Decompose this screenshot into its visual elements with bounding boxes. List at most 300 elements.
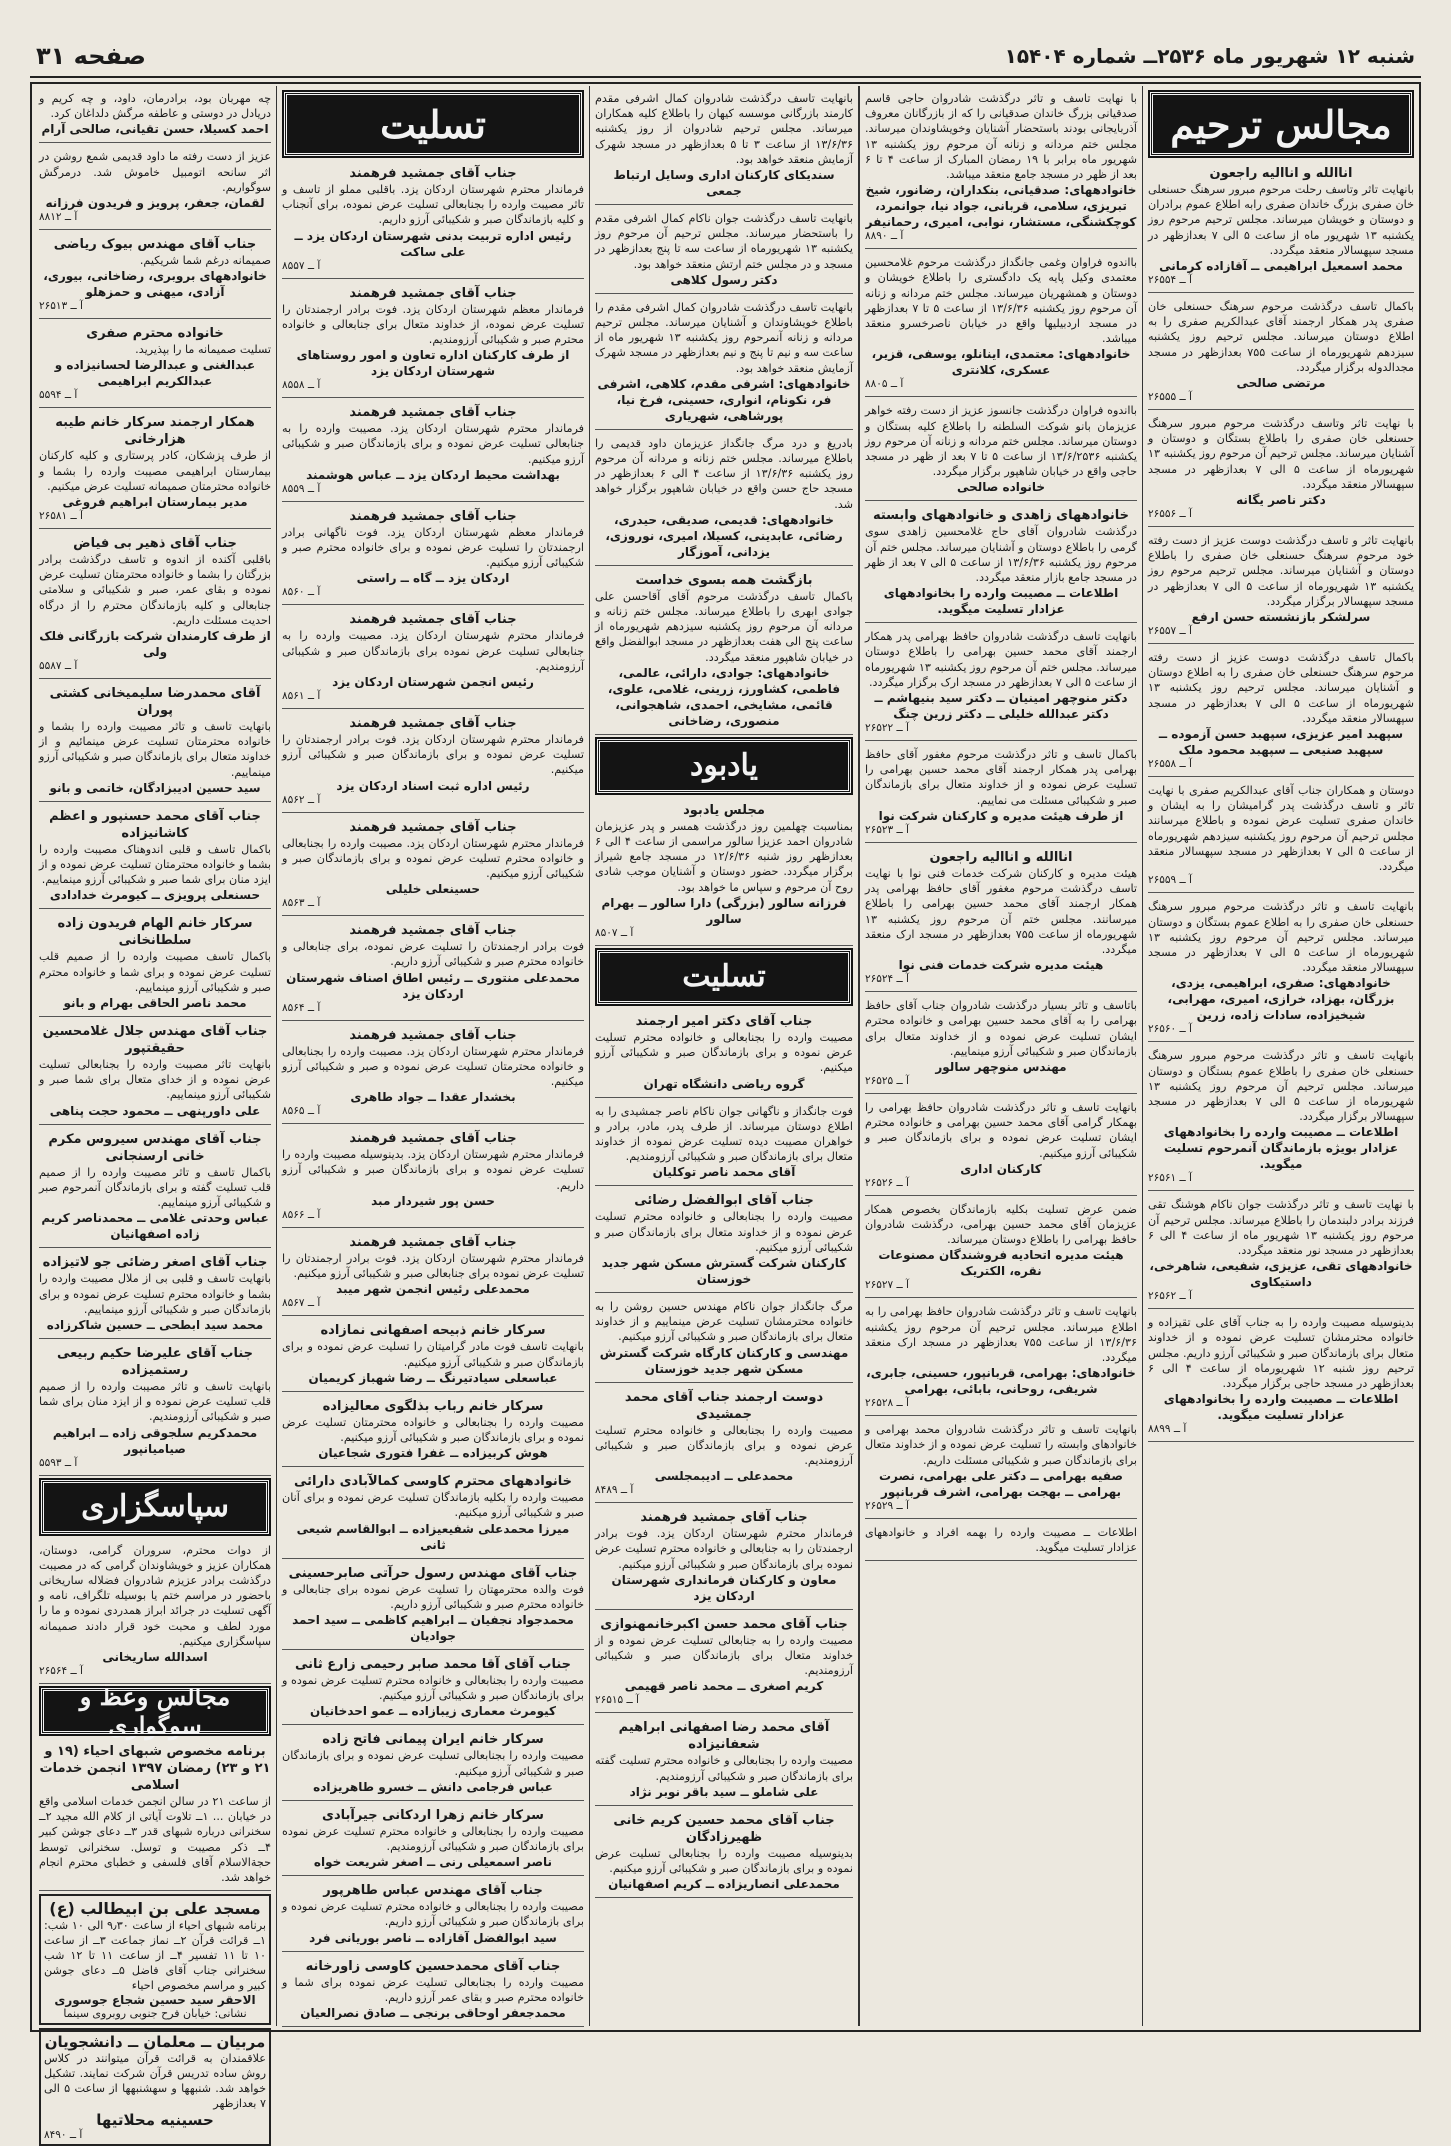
notice <box>865 1097 1137 1196</box>
notice-sign: خانواده صالحی <box>956 480 1046 495</box>
notice-body: فرماندار محترم شهرستان اردکان یزد. مصیبت وارده را به جنابعالی تسلیت عرض نموده برای بازماندگان صبر و شکیبائی آرزومندیم. <box>282 629 584 673</box>
notice-sign: صفیه بهرامی ــ دکتر علی بهرامی، نصرت بهرامی ــ بهجت بهرامی، اشرف قربانپور <box>879 1468 1123 1499</box>
vaaz-notice <box>39 1740 271 1891</box>
notice <box>39 532 271 679</box>
notice-body: بانهایت تاسف و تاثر درگذشت شادروان محمد بهرامی و خانوادهای وابسته را تسلیت عرض نموده و از خداوند متعال برای بازماندگان صبر و شکیبائی مسئلت داریم. <box>865 1423 1137 1467</box>
notice-sign: سید ابوالفضل آقازاده ــ ناصر بوریانی فرد <box>309 1930 557 1945</box>
notice-code: آ ــ ۲۶۵۶۲ <box>1148 1290 1192 1303</box>
notice-body: مصیبت وارده را بجنابعالی تسلیت عرض نموده و برای بازماندگان صبر و شکیبائی آرزو میکنیم. <box>282 1749 584 1778</box>
notice <box>282 712 584 813</box>
teachers-sign: حسینیه محلاتیها <box>96 2111 214 2130</box>
notice-body: بانهایت تاسف درگذشت شادروان کمال اشرفی مقدم کارمند بازرگانی موسسه کیهان را باطلاع کلیه همکاران میرساند. مجلس ترحیم شادروان از روز یکشنبه ۱۳/۶/۳۶ از ساعت ۳ تا ۵ بعدازظهر در مسجد شهرک آزمایش منعقد خواهد بود. <box>595 92 853 166</box>
notice-title: جناب آقای جمشید فرهمند <box>349 285 517 301</box>
teachers-box <box>39 2028 271 2146</box>
notice-sign: خانوادههای بروبری، رضاخانی، بیوری، آزادی، میهنی و حمزهلو <box>43 269 267 300</box>
notice-title: جناب آقای آقا محمد صابر رحیمی زارع ثانی <box>294 1656 572 1672</box>
notice-sign: احمد کسیلا، حسن تقیانی، صالحی آرام <box>41 122 269 137</box>
notice-body: بانهایت تاسف و قلبی بی از ملال مصیبت وارده را بشما و خانواده محترم تسلیت عرض نموده و برای بازماندگان صبر و شکیبائی آرزو مینماییم. <box>39 1272 271 1316</box>
notice <box>865 1199 1137 1299</box>
notice-title: سرکار خانم الهام فریدون زاده سلطانخانی <box>57 916 253 949</box>
notice <box>1148 1312 1414 1442</box>
notice-sign: محمد اسمعیل ابراهیمی ــ آقازاده کرمانی <box>1159 259 1403 274</box>
notice-sign: معاون و کارکنان فرمانداری شهرستان اردکان یزد <box>611 1572 837 1603</box>
notice-title: جناب آقای ابوالفضل رضائی <box>634 1193 814 1209</box>
banner-taslit: تسلیت <box>284 92 582 156</box>
notice <box>282 608 584 709</box>
banner-taslit-col3: تسلیت <box>597 950 851 1004</box>
notice <box>39 322 271 408</box>
notice-sign: مرتضی صالحی <box>1236 376 1326 391</box>
notice-sign: هیئت مدیره شرکت خدمات فنی نوا <box>898 958 1104 973</box>
notice-body: تسلیت صمیمانه ما را بپذیرید. <box>135 343 271 357</box>
yadbud-title: مجلس یادبود <box>683 802 765 818</box>
notice-title: دوست ارجمند جناب آقای محمد جمشیدی <box>624 1389 824 1422</box>
notice-title: جناب آقای اصغر رضائی جو لاتیزاده <box>42 1255 268 1271</box>
notice-body: مصیبت وارده را بجنابعالی و خانواده محترم تسلیت عرض نموده و برای بازماندگان صبر و شکیبائی آرزو میکنیم. <box>282 1673 584 1703</box>
notice-body: فوت والده محترمهتان را تسلیت عرض نموده برای جنابعالی و خانواده محترم صبر و شکیبائی آرزو داریم. <box>282 1582 584 1611</box>
notice-code: آ ــ ۸۵۵۹ <box>282 482 321 495</box>
column-2 <box>859 86 1143 2026</box>
notice-title: اناالله و اناالیه راجعون <box>929 849 1073 865</box>
banner-yadbud: یادبود <box>597 739 851 793</box>
notice-body: با نهایت تاثر وتاسف درگذشت مرحوم مبرور سرهنگ حسنعلی خان صفری را باطلاع بستگان و دوستان و آشنایان میرساند. مجلس ترحیم آن مرحوم روز یکشنبه ۱۳ شهریورماه از ساعت ۵ الی ۷ بعدازظهر در مسجد سپهسالار منعقد میگردد. <box>1148 417 1414 491</box>
notice-code: آ ــ ۲۶۵۶۰ <box>1148 1023 1192 1036</box>
notice <box>282 1879 584 1951</box>
notice <box>595 208 853 294</box>
notice <box>595 1613 853 1714</box>
notice-sign: هوش کربیزاده ــ غفرا فتوری شجاعیان <box>318 1446 548 1461</box>
notice-body: فرماندار محترم شهرستان اردکان یزد. مصیبت وارده را بجنابعالی و خانواده محترم تسلیت عرض نموده و برای بازماندگان صبر و شکیبائی آرزو میکنیم. <box>282 836 584 881</box>
notices-col3b <box>595 1010 853 1898</box>
notice-sign: خانوادههای: قدیمی، صدیقی، حیدری، رضائی، عابدینی، کسیلا، امیری، نوروزی، یزدانی، آموزگار <box>605 512 843 559</box>
notice <box>865 504 1137 623</box>
notice-sign: خانوادههای: اشرفی مقدم، کلاهی، اشرفی فر، نکونام، انواری، حسینی، فرخ نیا، پورشاهی، شهریاری <box>597 376 851 423</box>
notice-title: سرکار خانم ایران پیمانی فاتح زاده <box>322 1732 544 1748</box>
notices-col2 <box>865 88 1137 1561</box>
notice-body: صمیمانه درغم شما شریکیم. <box>139 254 271 268</box>
notice-body: فوت جانگداز و ناگهانی جوان ناکام ناصر جمشیدی را به اطلاع دوستان میرساند. از طرف پدر، مادر، برادر و خواهران مصیبت دیده تسلیت عرض نموده از خداوند متعال برای بازماندگان صبر و شکیبائی آرزومندیم. <box>595 1104 853 1164</box>
notice-code: آ ــ ۸۵۶۲ <box>282 793 321 806</box>
notice-body: عزیز از دست رفته ما داود قدیمی شمع روشن در اثر سانحه اتومبیل خاموش شد. درمرگش سوگواریم. <box>39 150 271 194</box>
notice-body: بااندوه فراوان درگذشت جانسوز عزیز از دست رفته خواهر عزیزمان بانو شوکت السلطنه را باطلاع کلیه بستگان و دوستان میرساند. مجلس ختم مردانه و زنانه آن مرحوم روز یکشنبه ۱۳/۶/۲۵۳۶ از ساعت ۵ تا ۷ بعد از ظهر در مسجد حاجی واقع در خیابان شاهپور برگزار میگردد. <box>865 404 1137 479</box>
thanks-body: از دوات محترم، سروران گرامی، دوستان، همکاران عزیز و خویشاوندان گرامی که در مصیبت درگذشت برادر عزیزم شادروان فضلاله ساریخانی باحضور در مراسم ختم یا بوسیله تلگراف، نامه و آگهی تسلیت در جرائد ابراز همدردی نموده و ما را مورد لطف و محبت خود قرار دادند صمیمانه سپاسگزاری میکنیم. <box>39 1543 271 1648</box>
notice <box>1148 896 1414 1042</box>
notice-body: بدینوسیله مصیبت وارده را به جناب آقای علی تقیزاده و خانواده محترمشان تسلیت عرض نموده و از خداوند متعال برای بازماندگان صبر و شکیبائی آرزو داریم. مجلس ترحیم روز شنبه ۱۲ شهریورماه از ساعت ۴ الی ۶ بعدازظهر در مسجد حاجی برگزار میگردد. <box>1148 1316 1414 1390</box>
mosque-title: مسجد علی بن ابیطالب (ع) <box>49 1899 261 1919</box>
notice-body: بانهایت تاسف و تاثر درگذشت شادروان حافظ بهرامی را بهمکار گرامی آقای محمد حسین بهرامی و خانواده محترم ایشان تسلیت عرض نموده و برای بازماندگان صبر و شکیبائی آرزو میکنیم. <box>865 1100 1137 1160</box>
notice-code: آ ــ ۲۶۵۲۳ <box>865 823 909 836</box>
notice-code: آ ــ ۵۵۸۷ <box>39 660 78 673</box>
notice-sign: محمدکریم سلجوقی زاده ــ ابراهیم صیامیانپور <box>52 1425 258 1456</box>
notice-code: آ ــ ۸۵۶۵ <box>282 1105 321 1118</box>
notice-sign: سپهبد امیر عزیزی، سپهبد حسن آزموده ــ سپهبد صنیعی ــ سپهبد محمود ملک <box>1158 727 1404 758</box>
notice-sign: محمد ناصر الحاقی بهرام و بانو <box>63 996 247 1011</box>
notice-sign: اطلاعات ــ مصیبت وارده را بخانوادههای عزادار بویژه بازماندگان آنمرحوم تسلیت میگوید. <box>1163 1125 1399 1172</box>
notice-body: بانهایت تاسف درگذشت شادروان حافظ بهرامی پدر همکار ارجمند آقای محمد حسین بهرامی را باطلاع دوستان میرساند. مجلس ختم آن مرحوم روز یکشنبه ۱۳ شهریورماه از ساعت ۵ الی ۷ بعدازظهر در مسجد ارک برگزار میگردد. <box>865 630 1137 689</box>
notice-title: جناب آقای دکتر امیر ارجمند <box>635 1013 813 1029</box>
notice-title: جناب آقای محمد حسین کریم خانی ظهیرزادگان <box>613 1812 835 1845</box>
notice-sign: عباس فرجامی دانش ــ خسرو طاهریزاده <box>313 1779 553 1794</box>
notice <box>865 400 1137 501</box>
notice <box>865 995 1137 1094</box>
notice-code: آ ــ ۸۵۵۸ <box>282 379 321 392</box>
notice-sign: کارکنان شرکت گسترش مسکن شهر جدید خوزستان <box>601 1255 847 1286</box>
notice-sign: بهداشت محیط اردکان یزد ــ عباس هوشمند <box>306 467 560 482</box>
notice-sign: خانوادهای: بهرامی، قربانپور، حسینی، جابری، شریفی، روحانی، بابائی، بهرامی <box>866 1366 1136 1397</box>
notice <box>865 626 1137 741</box>
notice-title: سرکار خانم زهرا اردکانی جیرآبادی <box>322 1807 544 1823</box>
notices-col4 <box>282 162 584 2027</box>
notice-body: مصیبت وارده را بجنابعالی و خانواده محترم تسلیت عرض نموده و از خداوند متعال برای بازماندگان صبر و شکیبائی آرزو میکنیم. <box>595 1210 853 1254</box>
notice <box>595 1189 853 1293</box>
notice <box>39 682 271 802</box>
notice-sign: اطلاعات ــ مصیبت وارده را بخانوادههای عزادار تسلیت میگوید. <box>883 586 1119 617</box>
notice-title: جناب آقای جمشید فرهمند <box>349 923 517 939</box>
notice-sign: بخشدار عقدا ــ جواد طاهری <box>350 1090 516 1105</box>
notice <box>282 919 584 1020</box>
notice <box>595 88 853 205</box>
notice-body: باکمال تاسف درگذشت مرحوم سرهنگ حسنعلی خان صفری پدر همکار ارجمند آقای عبدالکریم صفری را به اطلاع دوستان میرساند. مجلس ترحیم روز یکشنبه سیزدهم شهریورماه از ساعت ۷۵۵ بعدازظهر در مسجد مجدالدوله برگزار میگردد. <box>1148 300 1414 374</box>
notice-title: سرکار خانم ذبیحه اصفهانی نمازاده <box>320 1323 546 1339</box>
notice <box>282 1562 584 1650</box>
notice-code: آ ــ ۸۵۶۷ <box>282 1297 321 1310</box>
notice-code: آ ــ ۲۶۵۲۷ <box>865 1279 909 1292</box>
notice-title: همکار ارجمند سرکار خانم طیبه هزارخانی <box>55 415 255 448</box>
notice-body: مصیبت وارده را بکلیه بازماندگان تسلیت عرض نموده و برای آنان صبر و شکیبائی آرزو میکنیم. <box>282 1491 584 1520</box>
notice-sign: دکتر ناصر یگانه <box>1236 493 1326 508</box>
notice-code: آ ــ ۲۶۵۵۴ <box>1148 274 1192 287</box>
notices-col3 <box>595 88 853 735</box>
notice-title: جناب آقای جمشید فرهمند <box>349 612 517 628</box>
notice-body: مصیبت وارده را بجنابعالی و خانواده محترم تسلیت عرض نموده و برای بازماندگان صبر و شکیبائی آرزو داریم. <box>282 1900 584 1929</box>
notice-sign: حسن پور شیردار مبد <box>371 1193 495 1208</box>
notice-code: آ ــ ۲۶۵۵۶ <box>1148 508 1192 521</box>
notice-body: فرماندار محترم شهرستان اردکان یزد. باقلبی مملو از تاسف و تاثر مصیبت وارده را بجنابعالی تسلیت عرض نموده، برای آنجناب و کلیه بازماندگان صبر و شکیبائی آرزو داریم. <box>282 183 584 227</box>
notice <box>282 1728 584 1800</box>
notice <box>865 1419 1137 1519</box>
notices-col5 <box>39 88 271 1476</box>
banner-thanks: سپاسگزاری <box>41 1480 269 1534</box>
notice-title: جناب آقای محمد حسن اکبرخانمهنوازی <box>600 1616 848 1632</box>
notice-code: آ ــ ۲۶۵۸۱ <box>39 510 83 523</box>
notice-sign: علی شاملو ــ سید باقر نوبر نژاد <box>629 1784 819 1799</box>
notice-title: جناب آقای جمشید فرهمند <box>349 1131 517 1147</box>
notice <box>595 569 853 735</box>
notice-body: بانهایت تاثر وتاسف رحلت مرحوم مبرور سرهنگ حسنعلی خان صفری بزرگ خاندان صفری رابه اطلاع عموم برادران و دوستان و خویشان میرساند. مجلس ترحیم مرحوم روز یکشنبه ۱۳ شهریور ماه از ساعت ۵ الی ۷ بعدازظهر در مسجد سپهسالار منعقد میگردد. <box>1148 183 1414 257</box>
notice-body: بانهایت تاسف و تاثر درگذشت شادروان حافظ بهرامی را به اطلاع میرساند. مجلس ترحیم آن مرحوم روز یکشنبه ۱۳/۶/۳۶ از ساعت ۷۵۵ بعدازظهر در مسجد ارک منعقد میگردد. <box>865 1305 1138 1364</box>
notice-code: آ ــ ۸۵۶۰ <box>282 586 321 599</box>
notice-sign: آقای محمد ناصر توکلیان <box>652 1165 796 1180</box>
notice-body: مصیبت وارده را به جنابعالی تسلیت عرض نموده و از خداوند متعال برای بازماندگان صبر و شکیبائی آرزومندیم. <box>595 1633 853 1678</box>
notice-body: ضمن عرض تسلیت بکلیه بازماندگان بخصوص همکار عزیزمان آقای محمد حسین بهرامی، درگذشت شادروان حافظ بهرامی را باطلاع دوستان میرساند. <box>865 1202 1137 1247</box>
notice-body: دوستان و همکاران جناب آقای عبدالکریم صفری با نهایت تاثر و تاسف درگذشت پدر گرامیشان را به ایشان و خاندان صفری تسلیت عرض نموده و باطلاع میرسانند مجلس ترحیم آن مرحوم روز یکشنبه سیزدهم شهریورماه از ساعت ۵ الی ۷ بعدازظهر در مسجد سپهسالار منعقد میگردد. <box>1148 784 1414 874</box>
teachers-body: علاقمندان به قرائت قرآن میتوانند در کلاس روش ساده تدریس قرآن شرکت نمایند. تشکیل خواهد شد. شنبهها و سهشنبهها از ساعت ۵ الی ۷ بعدازظهر <box>44 2052 266 2111</box>
notice-sign: خانوادههای: صفری، ابراهیمی، یزدی، بزرگان، بهزاد، خرازی، امیری، مهرابی، شیخیزاده، سادات زاده، زرین <box>1167 976 1395 1023</box>
notice-sign: محمدعلی منتوری ــ رئیس اطاق اصناف شهرستان اردکان یزد <box>286 970 580 1001</box>
notice <box>282 1319 584 1391</box>
notice-body: فرماندار محترم شهرستان اردکان یزد. فوت برادر ارجمندتان را تسلیت عرض نموده برای جنابعالی صبر و شکیبائی آرزو میکنیم. <box>282 1251 584 1281</box>
notice-sign: رئیس انجمن شهرستان اردکان یزد <box>332 675 534 690</box>
notice-body: بانهایت تاثر و تاسف درگذشت دوست عزیز از دست رفته خود مرحوم سرهنگ حسنعلی خان صفری را باطلاع دوستان و آشنایان میرساند. مجلس ترحیم مرحوم روز یکشنبه ۱۳ شهریورماه از ساعت ۵ الی ۷ بعدازظهر در مسجد سپهسالار برگزار میگردد. <box>1148 534 1414 608</box>
notice-code: آ ــ ۵۵۹۴ <box>39 389 78 402</box>
notice-title: جناب آقای ذهیر بی فیاض <box>73 536 237 552</box>
notice-body: بانهایت تاسف درگذشت شادروان کمال اشرفی مقدم را باطلاع خویشاوندان و آشنایان میرساند. مجلس ترحیم مردانه و زنانه آنمرحوم روز یکشنبه ۱۳ شهریور ماه از ساعت سه و نیم تا پنج و نیم بعدازظهر در مسجد شهرک آزمایش منعقد خواهد بود. <box>595 300 853 375</box>
notice <box>282 1231 584 1316</box>
notice-sign: خانوادههای: صدقیانی، بنکداران، رضانور، شیخ تبریزی، سلامی، قربانی، جواد نیا، جوانمرد، کوچکشنگی، مستشار، نوابی، امیری، رحمانیفر <box>865 183 1137 230</box>
notice-title: آقای محمد رضا اصفهانی ابراهیم شعفانیزاده <box>618 1720 830 1753</box>
notice <box>39 1251 271 1339</box>
notice-body: از طرف پزشکان، کادر پرستاری و کلیه کارکنان بیمارستان ابراهیمی مصیبت وارده را بشما و خانواده محترمتان صمیمانه تسلیت عرض میکنیم. <box>39 449 271 493</box>
banner-vaaz: مجالس وعظ و سوگواری <box>41 1688 269 1734</box>
notice-sign: حسینعلی خلیلی <box>385 882 481 897</box>
notice <box>595 1506 853 1610</box>
thanks-notice <box>39 1540 271 1684</box>
notice <box>282 401 584 502</box>
notice <box>39 1342 271 1476</box>
notice-title: جناب آقای محمدحسین کاوسی زاورخانه <box>305 1958 561 1974</box>
notice-title: خانواده محترم صفری <box>86 326 224 342</box>
notice <box>595 1716 853 1805</box>
notice-code: آ ــ ۲۶۵۱۵ <box>595 1694 639 1707</box>
notice-body: مصیبت وارده را بجنابعالی تسلیت عرض نموده برای شما و خانواده محترم صبر و بقای عمر آرزو داریم. <box>282 1975 584 2004</box>
notice-sign: کیومرث معماری زیبازاده ــ عمو احدخانیان <box>310 1704 556 1719</box>
notice <box>1148 413 1414 527</box>
notice-code: آ ــ ۸۵۶۶ <box>282 1208 321 1221</box>
notice <box>39 805 271 910</box>
notice-sign: محمدجعفر اوحاقی برنجی ــ صادق نصرالعیان <box>300 2005 566 2020</box>
notice <box>865 846 1137 992</box>
notice-sign: اطلاعات ــ مصیبت وارده را بخانوادههای عزادار تسلیت میگوید. <box>1163 1392 1399 1423</box>
notice-code: آ ــ ۲۶۵۵۷ <box>1148 625 1192 638</box>
notice-code: آ ــ ۲۶۵۲۹ <box>865 1499 909 1512</box>
notice <box>595 297 853 430</box>
notice <box>39 1128 271 1249</box>
notice-body: فرماندار محترم شهرستان اردکان یزد. فوت برادر ارجمندتان را تسلیت عرض نموده و برای بازماندگان صبر و شکیبائی آرزو میکنیم. <box>282 733 584 777</box>
notice-sign: لقمان، جعفر، پرویز و فریدون فرزانه <box>45 196 265 211</box>
notice-code: آ ــ ۸۵۶۳ <box>282 897 321 910</box>
notice-title: سرکار خانم رباب بذلگوی معالیزاده <box>322 1398 544 1414</box>
notice-body: بانهایت تاسف و تاثر مصیبت وارده را بشما و خانواده محترمتان تسلیت عرض مینمائیم و از خداوند متعال برای بازماندگان صبر و شکیبائی آرزو مینماییم. <box>39 720 271 779</box>
notice-title: جناب آقای جمشید فرهمند <box>349 1234 517 1250</box>
notice <box>1148 1194 1414 1309</box>
notice-sign: از طرف هیئت مدیره و کارکنان شرکت نوا <box>878 808 1124 823</box>
notice-sign: مدیر بیمارستان ابراهیم فروغی <box>62 495 248 510</box>
notice-code: آ ــ ۸۴۸۹ <box>595 1484 634 1497</box>
notice-title: جناب آقای مهندس عباس طاهرپور <box>323 1883 543 1899</box>
notice <box>865 252 1137 397</box>
thanks-sign: اسدالله ساریخانی <box>102 1649 208 1664</box>
notice-body: هیئت مدیره و کارکنان شرکت خدمات فنی نوا با نهایت تاسف درگذشت مرحوم مغفور آقای حافظ بهرامی پدر همکار ارجمند آقای محمد حسین بهرامی را باطلاع میرسانند. مجلس ختم آن مرحوم روز یکشنبه ۱۳ شهریورماه از ساعت ۷۵۵ بعدازظهر در مسجد ارک منعقد میگردد. <box>865 866 1137 956</box>
notice-code: آ ــ ۲۶۵۲۶ <box>865 1176 909 1189</box>
notice-code: آ ــ ۲۶۵۲۸ <box>865 1397 909 1410</box>
notice-sign: عبدالغنی و عبدالرضا لحسانیزاده و عبدالکریم ابراهیمی <box>54 358 256 389</box>
notice-sign: علی داورپنهی ــ محمود حجت پناهی <box>49 1103 261 1118</box>
notice <box>1148 162 1414 293</box>
notice-sign: از طرف کارکنان اداره تعاون و امور روستاهای شهرستان اردکان یزد <box>296 348 570 379</box>
notice-body: مصیبت وارده را بجنابعالی و خانواده محترم تسلیت عرض نموده برای بازماندگان صبر و شکیبائی آرزومندیم. <box>282 1824 584 1853</box>
notice-code: آ ــ ۸۵۵۷ <box>282 259 321 272</box>
mosque-box <box>39 1894 271 2025</box>
notice-title: جناب آقای جمشید فرهمند <box>349 405 517 421</box>
notice <box>282 505 584 606</box>
notice-title: جناب آقای مهندس رسول حرآتی صابرحسینی <box>288 1565 578 1581</box>
notice <box>865 1301 1137 1416</box>
notice-sign: رئیس اداره ثبت اسناد اردکان یزد <box>336 778 530 793</box>
notice-body: بانهایت تاسف درگذشت جوان ناکام کمال اشرفی مقدم را باستحضار میرساند. مجلس ترحیم آن مرحوم روز یکشنبه ۱۳ شهریورماه از ساعت سه تا پنج بعدازظهر در مسجد و در مجلس ختم ارتش منعقد خواهد بود. <box>595 212 853 271</box>
notice-title: جناب آقای محمد حسنپور و اعظم کاشانیزاده <box>49 808 261 841</box>
notice-sign: دکتر منوچهر امینیان ــ دکتر سید بنیهاشم ــ دکتر عبدالله خلیلی ــ دکتر زرین چنگ <box>874 691 1128 722</box>
notice <box>39 146 271 230</box>
notice <box>282 816 584 917</box>
column-1 <box>1143 86 1419 2026</box>
notice-sign: محمدجواد نجفیان ــ ابراهیم کاظمی ــ سید احمد جوادیان <box>292 1612 574 1643</box>
notice-sign: سید حسین ادیبزادگان، خاتمی و بانو <box>49 780 261 795</box>
notice-title: جناب آقای جمشید فرهمند <box>349 819 517 835</box>
notice-code: آ ــ ۸۸۱۲ <box>39 211 78 224</box>
notice-body: فرماندار محترم شهرستان اردکان یزد. مصیبت وارده را بجنابعالی و خانواده محترمتان تسلیت عرض نموده و صبر و شکیبائی آرزو میکنیم. <box>282 1044 584 1089</box>
notice-code: آ ــ ۲۶۵۲۵ <box>865 1074 909 1087</box>
notice-sign: دکتر رسول کلاهی <box>670 272 778 287</box>
notice-code: آ ــ ۸۸۹۰ <box>865 230 904 243</box>
notice-body: بانهایت تاثر مصیبت وارده را بجنابعالی تسلیت عرض نموده و از خدای متعال برای شما صبر و شکیبائی آرزو مینماییم. <box>39 1058 271 1102</box>
notice-code: آ ــ ۸۵۶۴ <box>282 1001 321 1014</box>
notice-title: جناب آقای جمشید فرهمند <box>349 166 517 181</box>
notice-sign: میرزا محمدعلی شفیعیزاده ــ ابوالقاسم شیعی ثانی <box>296 1521 570 1552</box>
notice-sign: از طرف کارمندان شرکت بازرگانی فلک ولی <box>39 629 271 660</box>
teachers-code: آ ــ ۸۴۹۰ <box>44 2129 83 2142</box>
notice-title: جناب آقای مهندس سیروس مکرم خانی ارسنجانی <box>48 1131 262 1164</box>
yadbud-body: بمناسبت چهلمین روز درگذشت همسر و پدر عزیزمان شادروان احمد عزیزا سالور مراسمی از ساعت ۴ الی ۶ بعدازظهر روز شنبه ۱۲/۶/۳۶ در مسجد جامع شیراز برگزار میگردد. حضور دوستان و آشنایان موجب شادی روح آن مرحوم و سپاس ما خواهد بود. <box>595 819 853 894</box>
notice-body: اطلاعات ــ مصیبت وارده را بهمه افراد و خانوادههای عزادار تسلیت میگوید. <box>865 1525 1137 1554</box>
notice-code: آ ــ ۸۸۰۵ <box>865 378 904 391</box>
column-4 <box>276 86 589 2026</box>
notice-body: بانهایت تاسف و تاثر درگذشت مرحوم مبرور سرهنگ حسنعلی خان صفری را به اطلاع عموم بستگان و دوستان میرساند. مجلس ترحیم آن مرحوم روز یکشنبه ۱۳ شهریورماه از ساعت ۵ الی ۷ بعدازظهر در مسجد سپهسالار منعقد میگردد. <box>1148 900 1414 975</box>
notice-title: اناالله و اناالیه راجعون <box>1209 166 1353 181</box>
notice <box>39 912 271 1017</box>
mosque-address: نشانی: خیابان فرح جنوبی روبروی سینما <box>63 2007 247 2021</box>
notice <box>1148 647 1414 777</box>
notice <box>1148 296 1414 410</box>
notice-code: آ ــ ۸۸۹۹ <box>1148 1423 1187 1436</box>
notice-body: فرماندار محترم شهرستان اردکان یزد. فوت برادر ارجمندتان را به جنابعالی و خانواده محترم تسلیت عرض نموده برای بازماندگان صبر و شکیبائی آرزو میکنیم. <box>595 1527 853 1571</box>
notice-sign: عباسعلی سیادتیرنگ ــ رضا شهباز کریمیان <box>308 1370 558 1385</box>
notice-body: درگذشت شادروان آقای حاج غلامحسین زاهدی سوی گرمی را باطلاع دوستان و آشنایان میرساند. مجلس ختم آن مرحوم روز یکشنبه ۱۳/۶/۳۶ از ساعت ۵ الی ۷ بعد از ظهر در مسجد جامع بازار منعقد میگردد. <box>865 525 1138 585</box>
vaaz-body: از ساعت ۲۱ در سالن انجمن خدمات اسلامی واقع در خیابان ... ۱ــ تلاوت آیاتی از کلام الله مجید ۲ــ سخنرانی درباره شبهای قدر ۳ــ دعای جوشن کبیر ۴ــ ذکر مصیبت و توسل. سخنرانی توسط حجةالاسلام آقای فلسفی و خطبای محترم انجام خواهد شد. <box>39 1794 272 1884</box>
notice-title: جناب آقای جمشید فرهمند <box>349 508 517 524</box>
notice-body: فوت برادر ارجمندتان را تسلیت عرض نموده، برای جنابعالی و خانواده محترم صبر و شکیبائی آرزو داریم. <box>282 940 584 969</box>
notice-body: بااندوه فراوان وغمی جانگداز درگذشت مرحوم غلامحسین معتمدی وکیل پایه یک دادگستری را باطلاع خویشان و دوستان و همشهریان میرساند. مجلس ختم مردانه و زنانه آن مرحوم روز یکشنبه ۱۳/۶/۳۶ از ساعت ۵ تا ۷ بعدازظهر در مسجد اردبیلیها واقع در خیابان ناصرخسرو منعقد میباشد. <box>865 256 1138 346</box>
column-3 <box>589 86 859 2026</box>
notice-sign: رئیس اداره تربیت بدنی شهرستان اردکان یزد ــ علی ساکت <box>294 228 572 259</box>
notice-body: باکمال تاسف مصیبت وارده را از صمیم قلب تسلیت عرض نموده و برای شما و خانواده محترم صبر و شکیبائی آرزو مینماییم. <box>39 950 271 994</box>
notice-code: آ ــ ۲۶۵۲۲ <box>865 722 909 735</box>
notice-title: جناب آقای جمشید فرهمند <box>349 1027 517 1043</box>
notice-sign: ناصر اسمعیلی رنی ــ اصغر شریعت خواه <box>313 1855 553 1870</box>
notice-body: باکمال تاسف و تاثر مصیبت وارده را از صمیم قلب تسلیت گفته و برای بازماندگان آنمرحوم صبر و شکیبائی آرزو مینماییم. <box>39 1165 271 1210</box>
notice-sign: محمد سید ابطحی ــ حسین شاکرزاده <box>46 1317 264 1332</box>
notice-code: آ ــ ۲۶۵۲۴ <box>865 973 909 986</box>
notice <box>865 88 1137 249</box>
notice-sign: محمدعلی انصاریزاده ــ کریم اصفهانیان <box>608 1877 840 1892</box>
notice <box>282 1804 584 1876</box>
date-line: شنبه ۱۲ شهریور ماه ۲۵۳۶ــ شماره ۱۵۴۰۴ <box>1004 44 1415 68</box>
notice <box>39 233 271 319</box>
yadbud-code: آ ــ ۸۵۰۷ <box>595 926 634 939</box>
column-5 <box>34 86 276 2142</box>
notice <box>39 88 271 143</box>
notice-code: آ ــ ۸۵۶۱ <box>282 690 321 703</box>
notice <box>595 1386 853 1504</box>
notice-title: جناب آقای جمشید فرهمند <box>349 716 517 732</box>
mosque-body: برنامه شبهای احیاء از ساعت ۹٫۳۰ الی ۱۰ شب: ۱ــ قرائت قرآن ۲ــ نماز جماعت ۳ــ از ساعت ۱۰ تا ۱۱ تفسیر ۴ــ از ساعت ۱۱ تا ۱۲ شب سخنرانی جناب آقای فاضل ۵ــ دعای جوشن کبیر و مراسم مخصوص احیاء <box>44 1919 267 1993</box>
notice-body: فرماندار معظم شهرستان اردکان یزد. فوت برادر ارجمندتان را تسلیت عرض نموده، از خداوند متعال برای جنابعالی و خانواده محترم صبر و شکیبائی آرزومندیم. <box>282 302 584 347</box>
notice-code: آ ــ ۲۶۵۵۹ <box>1148 874 1192 887</box>
notice-sign: خانوادههای تقی، عزیزی، شفیعی، شاهرخی، داستیکاوی <box>1149 1259 1413 1290</box>
notice-body: باکمال تاسف و تاثر درگذشت مرحوم مغفور آقای حافظ بهرامی پدر همکار ارجمند آقای محمد حسین بهرامی را تسلیت عرض نموده و از خداوند متعال برای بازماندگان صبر و شکیبائی مسئلت می نماییم. <box>865 748 1137 807</box>
notice <box>282 282 584 399</box>
yadbud-notice <box>595 799 853 946</box>
notice-body: فرماندار معظم شهرستان اردکان یزد. فوت ناگهانی برادر ارجمندتان را تسلیت عرض نموده و برای خانواده محترم صبر و شکیبائی آرزو میکنیم. <box>282 525 584 570</box>
notice-sign: حسنعلی پرویزی ــ کیومرث خدادادی <box>49 888 261 903</box>
notice <box>282 1470 584 1558</box>
notice-body: با نهایت تاسف و تاثر درگذشت جوان ناکام هوشنگ تقی فرزند برادر دلبندمان را باطلاع میرساند. مجلس ترحیم آن مرحوم روز یکشنبه ۱۳ شهریور ماه از ساعت ۴ الی ۶ بعدازظهر در مسجد نور منعقد میگردد. <box>1148 1198 1414 1257</box>
thanks-code: آ ــ ۲۶۵۶۴ <box>39 1664 83 1677</box>
notice-body: باکمال تاسف درگذشت مرحوم آقای آقاحسن علی جوادی ابهری را باطلاع میرساند. مجلس ختم زنانه و مردانه آن مرحوم روز یکشنبه سیزدهم شهریورماه از ساعت پنج الی هفت بعدازظهر در مسجد ابوالفضل واقع در خیابان شاهپور منعقد میگردد. <box>595 589 853 664</box>
notice-body: مصیبت وارده را بجنابعالی و خانواده محترم تسلیت گفته برای بازماندگان صبر و شکیبائی آرزومندیم. <box>595 1754 853 1783</box>
notice-code: آ ــ ۲۶۵۵۸ <box>1148 758 1192 771</box>
notice <box>1148 780 1414 893</box>
notice <box>282 1395 584 1467</box>
notice <box>1148 1045 1414 1191</box>
notice <box>282 1024 584 1125</box>
notice-body: با نهایت تاسف و تاثر درگذشت شادروان حاجی قاسم صدقیانی بزرگ خاندان صدقیانی را که از بازرگانان معروف آذربایجانی بودند باستحضار آشنایان وخویشاوندان میرساند. مجلس ختم مردانه و زنانه آن مرحوم روز یکشنبه ۱۳ شهریور ماه برابر با ۱۹ رمضان المبارک از ساعت ۴ تا ۶ بعد از ظهر در مسجد جامع منعقد میباشد. <box>865 92 1137 182</box>
notice-body: بانهایت تاسف و تاثر درگذشت مرحوم مبرور سرهنگ حسنعلی خان صفری را باطلاع عموم بستگان و دوستان میرساند. مجلس ترحیم آن مرحوم روز یکشنبه ۱۳ شهریورماه از ساعت ۵ الی ۷ بعدازظهر در مسجد سپهسالار برگزار میگردد. <box>1148 1049 1414 1124</box>
notice <box>865 1522 1137 1561</box>
vaaz-title: برنامه مخصوص شبهای احیاء (۱۹ و ۲۱ و ۲۳) رمضان ۱۳۹۷ انجمن خدمات اسلامی <box>39 1743 271 1793</box>
notice <box>39 1020 271 1125</box>
notice-title: جناب آقای مهندس جلال غلامحسین حقیقتپور <box>42 1024 268 1057</box>
notice-code: آ ــ ۲۶۵۵۵ <box>1148 391 1192 404</box>
notice <box>595 1010 853 1098</box>
notice <box>595 433 853 566</box>
notice-body: باقلبی آکنده از اندوه و تاسف درگذشت برادر بزرگتان را بشما و خانواده محترمتان تسلیت عرض نموده و بقای عمر، صبر و شکیبائی و سلامتی جنابعالی و کلیه بازماندگان محترم را از درگاه احدیت مسئلت داریم. <box>39 553 271 627</box>
notice-body: فرماندار محترم شهرستان اردکان یزد. مصیبت وارده را به جنابعالی تسلیت عرض نموده و برای بازماندگان صبر و شکیبائی آرزو میکنیم. <box>282 422 584 466</box>
notice-body: باکمال تاسف درگذشت دوست عزیز از دست رفته مرحوم سرهنگ حسنعلی خان صفری را به اطلاع دوستان و آشنایان میرساند. مجلس ترحیم روز یکشنبه ۱۳ شهریورماه از ساعت ۵ الی ۷ بعدازظهر در مسجد سپهسالار منعقد میگردد. <box>1148 651 1414 725</box>
notice-body: فرماندار محترم شهرستان اردکان یزد. بدینوسیله مصیبت وارده را تسلیت عرض نموده و برای بازماندگان صبر و شکیبائی آرزو داریم. <box>282 1148 584 1192</box>
notice-code: آ ــ ۵۵۹۳ <box>39 1456 78 1469</box>
notice-body: بانهایت تاسف فوت مادر گرامیتان را تسلیت عرض نموده و برای بازماندگان صبر و شکیبائی آرزو میکنیم. <box>282 1340 584 1369</box>
notice-sign: سرلشکر بازنشسته حسن ارفع <box>1191 610 1371 625</box>
notice-sign: مهندسی و کارکنان کارگاه شرکت گسترش مسکن شهر جدید خوزستان <box>599 1345 849 1376</box>
notice-sign: خانوادههای: معتمدی، اینانلو، یوسفی، قزیر، عسکری، کلانتری <box>871 347 1131 378</box>
notice-body: بادریغ و درد مرگ جانگداز عزیزمان داود قدیمی را باطلاع میرساند. مجلس ختم زنانه و مردانه آن مرحوم روز یکشنبه ۱۳/۶/۳۶ از ساعت ۴ الی ۶ بعدازظهر در مسجد حاج حسن واقع در خیابان شاهپور برگزار خواهد شد. <box>595 436 853 511</box>
mosque-sign: الاحقر سید حسین شجاع جوسوری <box>54 1993 256 2008</box>
notice <box>595 1296 853 1383</box>
notice-title: جناب آقای علیرضا حکیم ربیعی رستمیزاده <box>56 1345 254 1378</box>
notice <box>865 744 1137 843</box>
notice-title: جناب آقای مهندس بیوک ریاضی <box>53 237 257 253</box>
notice <box>282 1127 584 1228</box>
notice <box>282 1955 584 2027</box>
notice-title: بازگشت همه بسوی خداست <box>635 572 813 588</box>
notice-sign: کریم اصغری ــ محمد ناصر قهیمی <box>624 1679 824 1694</box>
notice-body: مصیبت وارده را بجنابعالی و خانواده محترم تسلیت عرض نموده و برای بازماندگان صبر و شکیبائی آرزومندیم. <box>595 1423 853 1467</box>
notice-sign: هیئت مدیره اتحادیه فروشندگان مصنوعات نقره، الکتریک <box>878 1248 1124 1279</box>
banner-tarhim: مجالس ترحیم <box>1150 92 1412 156</box>
notice-title: خانوادههای زاهدی و خانوادههای وابسته <box>872 508 1129 524</box>
yadbud-sign: فرزانه سالور (بزرگی) دارا سالور ــ بهرام سالور <box>601 895 847 926</box>
notice-body: باکمال تاسف و قلبی اندوهناک مصیبت وارده را بشما و خانواده محترمتان تسلیت عرض نموده و از ایزد منان برای شما صبر و شکیبائی آرزو مینماییم. <box>39 842 271 887</box>
